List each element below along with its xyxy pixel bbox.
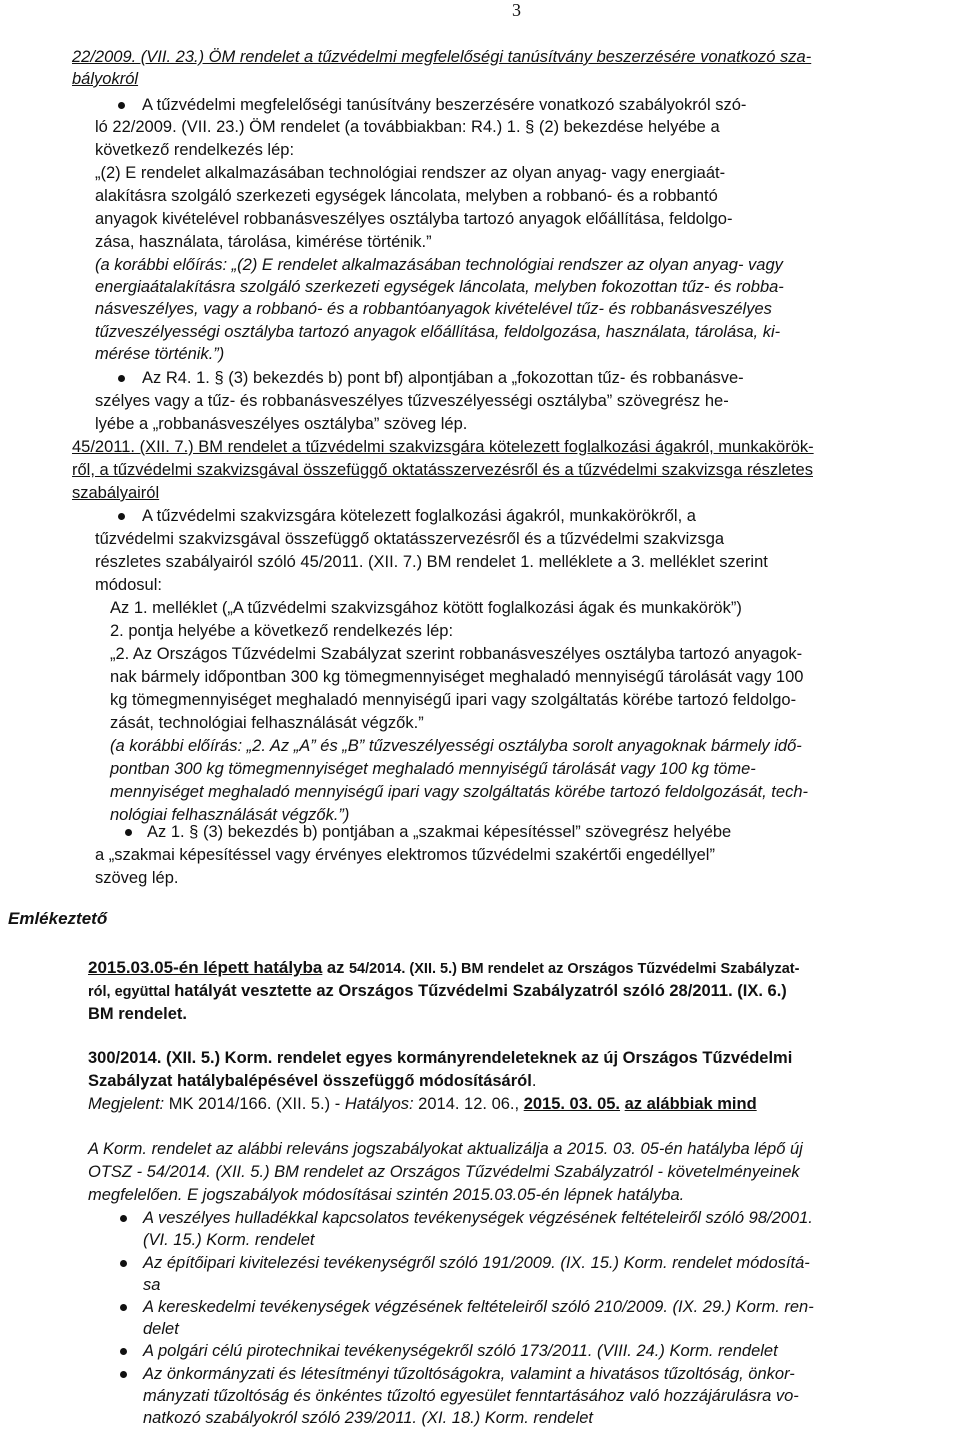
bullet-icon bbox=[118, 513, 125, 520]
sec3-korm-published: Megjelent: MK 2014/166. (XII. 5.) - Hatályos: 2014. 12. 06., 2015. 03. 05. az alábbiak mind bbox=[88, 1095, 757, 1113]
list-item-line: A kereskedelmi tevékenységek végzésének feltételeiről szóló 210/2009. (IX. 29.) Korm. ren- bbox=[143, 1298, 814, 1316]
sec2-heading-line3: szabályairól bbox=[72, 484, 160, 502]
bullet-icon bbox=[118, 102, 125, 109]
sec2-annex-line1: Az 1. melléklet („A tűzvédelmi szakvizsgához kötött foglalkozási ágak és munkakörök”) bbox=[110, 599, 742, 617]
sec1-prev-line4: tűzveszélyességi osztályba tartozó anyagok előállítása, feldolgozása, használata, tárolása, ki- bbox=[95, 323, 781, 341]
list-item-line: sa bbox=[143, 1276, 161, 1294]
sec1-heading-line2: bályokról bbox=[72, 70, 139, 88]
bullet-icon bbox=[120, 1348, 127, 1355]
sec2-quote-line4: zását, technológiai felhasználását végzők.” bbox=[110, 714, 424, 732]
list-item-line: Az építőipari kivitelezési tevékenységről szóló 191/2009. (IX. 15.) Korm. rendelet módosítá- bbox=[143, 1254, 810, 1272]
bullet-icon bbox=[118, 375, 125, 382]
sec1-bullet1-line3: következő rendelkezés lép: bbox=[95, 141, 295, 159]
bullet-icon bbox=[120, 1215, 127, 1222]
sec2-bullet1-line1: A tűzvédelmi szakvizsgára kötelezett foglalkozási ágakról, munkakörökről, a bbox=[142, 507, 696, 525]
sec2-bullet2-line2: a „szakmai képesítéssel vagy érvényes elektromos tűzvédelmi szakértői engedéllyel” bbox=[95, 846, 715, 864]
sec1-quote-line4: zása, használata, tárolása, kimérése történik.” bbox=[95, 233, 432, 251]
list-item-line: mányzati tűzoltóság és önkéntes tűzoltó egyesület fenntartásához való hozzájárulásra vo- bbox=[143, 1387, 799, 1405]
list-item-line: Az önkormányzati és létesítményi tűzoltóságokra, valamint a hivatásos tűzoltóság, önkor- bbox=[143, 1365, 795, 1383]
sec2-bullet1-line4: módosul: bbox=[95, 576, 162, 594]
sec1-bullet1-line2: ló 22/2009. (VII. 23.) ÖM rendelet (a továbbiakban: R4.) 1. § (2) bekezdése helyébe a bbox=[95, 118, 720, 136]
sec2-bullet1-line3: részletes szabályairól szóló 45/2011. (XII. 7.) BM rendelet 1. melléklete a 3. melléklet szerint bbox=[95, 553, 768, 571]
sec3-korm-title-line2: Szabályzat hatálybalépésével összefüggő módosításáról. bbox=[88, 1072, 537, 1090]
sec1-bullet2-line2: szélyes vagy a tűz- és robbanásveszélyes tűzveszélyességi osztályba” szövegrész he- bbox=[95, 392, 729, 410]
sec2-bullet2-line1: Az 1. § (3) bekezdés b) pontjában a „szakmai képesítéssel” szövegrész helyébe bbox=[147, 823, 732, 841]
sec1-prev-line2: energiaátalakításra szolgáló szerkezeti egységek láncolata, melyben fokozottan tűz- és robba- bbox=[95, 278, 784, 296]
sec3-effective-line1: 2015.03.05-én lépett hatályba az 54/2014. (XII. 5.) BM rendelet az Országos Tűzvédelmi Szabályzat- bbox=[88, 958, 800, 977]
sec1-bullet2-line3: lyébe a „robbanásveszélyes osztályba” szöveg lép. bbox=[95, 415, 468, 433]
sec2-quote-line2: nak bármely időpontban 300 kg tömegmennyiséget meghaladó mennyiségű tárolását vagy 100 bbox=[110, 668, 804, 686]
sec1-heading-line1: 22/2009. (VII. 23.) ÖM rendelet a tűzvédelmi megfelelőségi tanúsítvány beszerzésére vonatkozó sza- bbox=[72, 48, 812, 66]
sec2-quote-line1: „2. Az Országos Tűzvédelmi Szabályzat szerint robbanásveszélyes osztályba tartozó anyagok- bbox=[110, 645, 803, 663]
sec3-effective-line2: ról, együttal hatályát vesztette az Országos Tűzvédelmi Szabályzatról szóló 28/2011. (IX. 6.) bbox=[88, 982, 787, 1000]
sec2-heading-line2: ről, a tűzvédelmi szakvizsgával összefüggő oktatásszervezésről és a tűzvédelmi szakvizsga részletes bbox=[72, 461, 813, 479]
sec3-intro-line2: OTSZ - 54/2014. (XII. 5.) BM rendelet az Országos Tűzvédelmi Szabályzatról - követelményeinek bbox=[88, 1163, 800, 1181]
sec1-bullet1-line1: A tűzvédelmi megfelelőségi tanúsítvány beszerzésére vonatkozó szabályokról szó- bbox=[142, 96, 747, 114]
sec3-korm-title-line1: 300/2014. (XII. 5.) Korm. rendelet egyes kormányrendeleteknek az új Országos Tűzvédelmi bbox=[88, 1049, 793, 1067]
sec3-effective-line3: BM rendelet. bbox=[88, 1005, 188, 1023]
sec2-prev-line4: nológiai felhasználását végzők.”) bbox=[110, 806, 350, 824]
sec1-quote-line2: alakításra szolgáló szerkezeti egységek láncolata, melyben a robbanó- és a robbantó bbox=[95, 187, 718, 205]
bullet-icon bbox=[125, 829, 132, 836]
reminder-label: Emlékeztető bbox=[8, 909, 108, 928]
sec1-prev-line5: mérése történik.”) bbox=[95, 345, 225, 363]
list-item-line: delet bbox=[143, 1320, 179, 1338]
bullet-icon bbox=[120, 1260, 127, 1267]
sec1-prev-line1: (a korábbi előírás: „(2) E rendelet alkalmazásában technológiai rendszer az olyan anyag- vagy bbox=[95, 256, 783, 274]
sec3-intro-line3: megfelelően. E jogszabályok módosításai szintén 2015.03.05-én lépnek hatályba. bbox=[88, 1186, 685, 1204]
sec3-intro-line1: A Korm. rendelet az alábbi releváns jogszabályokat aktualizálja a 2015. 03. 05-én hatályba lépő új bbox=[88, 1140, 803, 1158]
list-item-line: A polgári célú pirotechnikai tevékenységekről szóló 173/2011. (VIII. 24.) Korm. rendelet bbox=[143, 1342, 778, 1360]
bullet-icon bbox=[120, 1304, 127, 1311]
sec1-bullet2-line1: Az R4. 1. § (3) bekezdés b) pont bf) alpontjában a „fokozottan tűz- és robbanásve- bbox=[142, 369, 744, 387]
sec2-quote-line3: kg tömegmennyiséget meghaladó mennyiségű ipari vagy szolgáltatás körébe tartozó feldolgo- bbox=[110, 691, 797, 709]
sec1-quote-line3: anyagok kivételével robbanásveszélyes osztályba tartozó anyagok előállítása, feldolgo- bbox=[95, 210, 733, 228]
sec1-prev-line3: násveszélyes, vagy a robbanó- és a robbantóanyagok kivételével tűz- és robbanásveszélyes bbox=[95, 300, 772, 318]
bullet-icon bbox=[120, 1371, 127, 1378]
sec2-prev-line2: pontban 300 kg tömegmennyiséget meghaladó mennyiségű tárolását vagy 100 kg töme- bbox=[110, 760, 756, 778]
list-item-line: (VI. 15.) Korm. rendelet bbox=[143, 1231, 315, 1249]
sec2-prev-line3: mennyiséget meghaladó mennyiségű ipari vagy szolgáltatás körébe tartozó feldolgozását, tech- bbox=[110, 783, 808, 801]
list-item-line: natkozó szabályokról szóló 239/2011. (XI. 18.) Korm. rendelet bbox=[143, 1409, 594, 1427]
sec2-bullet1-line2: tűzvédelmi szakvizsgával összefüggő oktatásszervezésről és a tűzvédelmi szakvizsga bbox=[95, 530, 725, 548]
sec2-annex-line2: 2. pontja helyébe a következő rendelkezés lép: bbox=[110, 622, 454, 640]
sec1-quote-line1: „(2) E rendelet alkalmazásában technológiai rendszer az olyan anyag- vagy energiaát- bbox=[95, 164, 726, 182]
sec2-heading-line1: 45/2011. (XII. 7.) BM rendelet a tűzvédelmi szakvizsgára kötelezett foglalkozási ágakról, munkakörök- bbox=[72, 438, 814, 456]
list-item-line: A veszélyes hulladékkal kapcsolatos tevékenységek végzésének feltételeiről szóló 98/2001. bbox=[143, 1209, 813, 1227]
sec2-prev-line1: (a korábbi előírás: „2. Az „A” és „B” tűzveszélyességi osztályba sorolt anyagoknak bármely idő- bbox=[110, 737, 802, 755]
sec2-bullet2-line3: szöveg lép. bbox=[95, 869, 179, 887]
page-number: 3 bbox=[512, 0, 521, 20]
